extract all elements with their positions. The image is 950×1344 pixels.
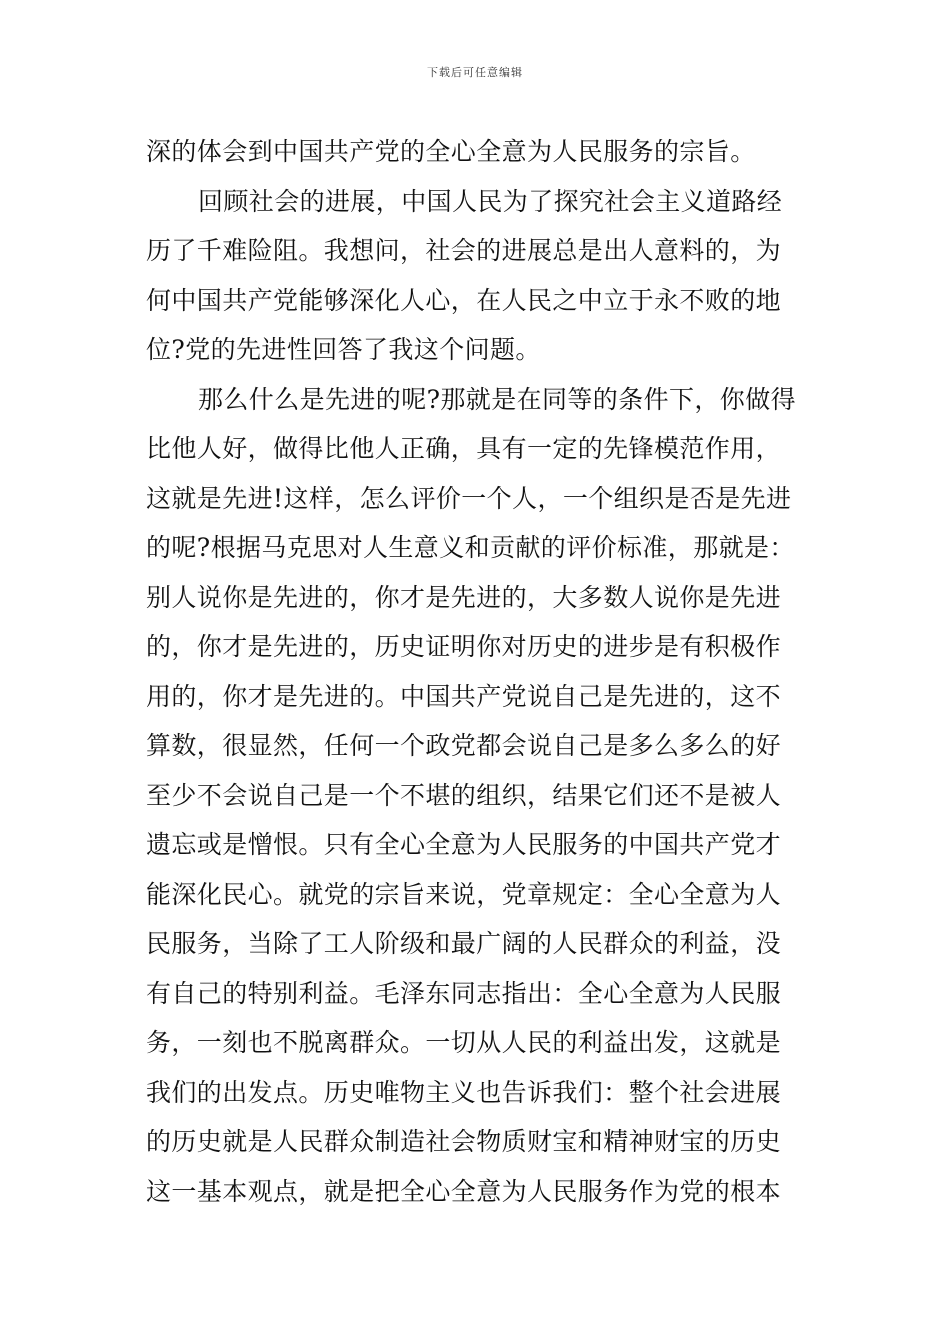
text-line: 那么什么是先进的呢?那就是在同等的条件下，你做得 bbox=[198, 384, 797, 414]
text-line: 何中国共产党能够深化人心，在人民之中立于永不败的地 bbox=[146, 285, 782, 315]
text-line: 能深化民心。就党的宗旨来说，党章规定：全心全意为人 bbox=[146, 879, 782, 909]
text-line: 遗忘或是憎恨。只有全心全意为人民服务的中国共产党才 bbox=[146, 830, 782, 859]
text-line: 历了千难险阻。我想问，社会的进展总是出人意料的，为 bbox=[146, 236, 782, 265]
text-line: 至少不会说自己是一个不堪的组织，结果它们还不是被人 bbox=[146, 780, 782, 810]
text-line: 务，一刻也不脱离群众。一切从人民的利益出发，这就是 bbox=[146, 1028, 782, 1057]
text-line: 民服务，当除了工人阶级和最广阔的人民群众的利益，没 bbox=[146, 929, 782, 958]
text-line: 我们的出发点。历史唯物主义也告诉我们：整个社会进展 bbox=[146, 1077, 782, 1107]
text-line: 比他人好，做得比他人正确，具有一定的先锋模范作用， bbox=[146, 434, 782, 463]
document-body bbox=[146, 127, 808, 1216]
page-header-note: 下载后可任意编辑 bbox=[427, 66, 523, 79]
text-line: 这就是先进!这样，怎么评价一个人，一个组织是否是先进 bbox=[146, 483, 792, 513]
text-line: 的历史就是人民群众制造社会物质财宝和精神财宝的历史 bbox=[146, 1127, 782, 1156]
text-line: 别人说你是先进的，你才是先进的，大多数人说你是先进 bbox=[146, 582, 782, 612]
text-line: 位?党的先进性回答了我这个问题。 bbox=[146, 335, 541, 364]
text-line: 算数，很显然，任何一个政党都会说自己是多么多么的好 bbox=[146, 731, 782, 760]
text-line: 的，你才是先进的，历史证明你对历史的进步是有积极作 bbox=[146, 632, 782, 661]
text-line: 回顾社会的进展，中国人民为了探究社会主义道路经 bbox=[198, 186, 783, 216]
text-line: 深的体会到中国共产党的全心全意为人民服务的宗旨。 bbox=[146, 137, 756, 166]
text-line: 有自己的特别利益。毛泽东同志指出：全心全意为人民服 bbox=[146, 978, 782, 1008]
text-line: 的呢?根据马克思对人生意义和贡献的评价标准，那就是： bbox=[146, 533, 795, 562]
text-line: 用的，你才是先进的。中国共产党说自己是先进的，这不 bbox=[146, 681, 782, 711]
text-line: 这一基本观点，就是把全心全意为人民服务作为党的根本 bbox=[146, 1176, 782, 1206]
